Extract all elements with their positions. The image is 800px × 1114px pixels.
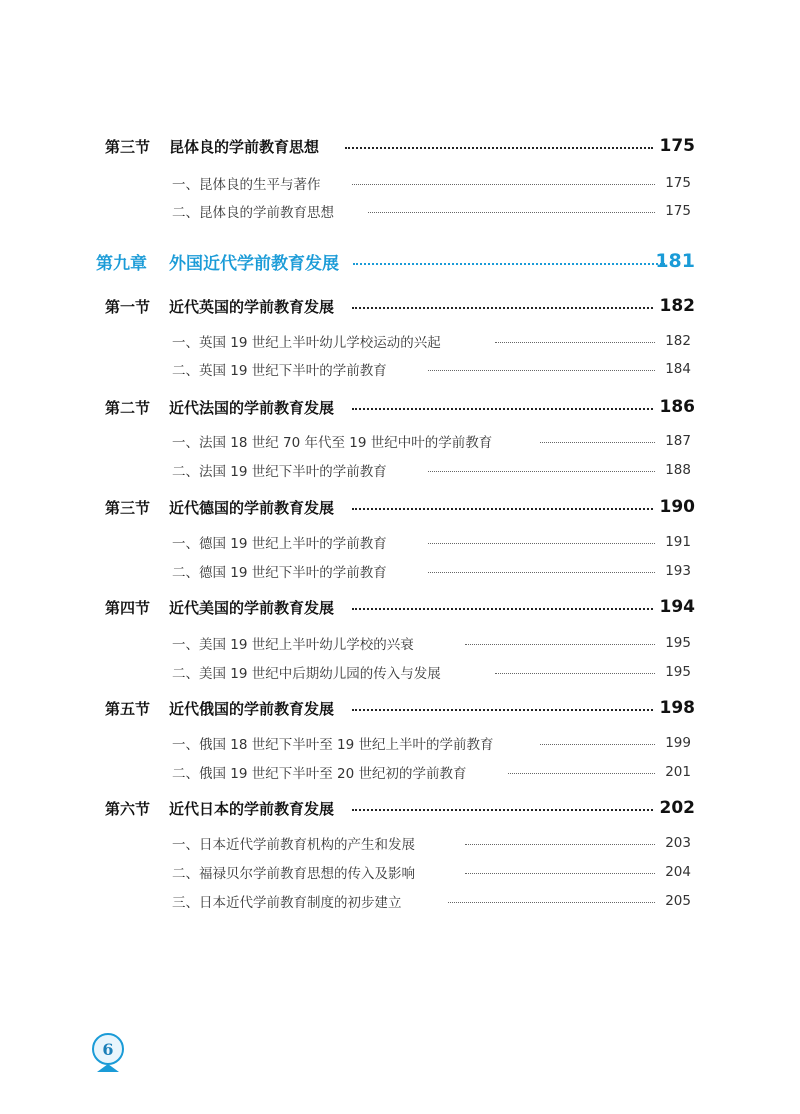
toc-chapter-row[interactable] <box>0 246 800 276</box>
page-number-marker-icon <box>97 1064 119 1072</box>
dot-leader <box>540 744 655 745</box>
dot-leader <box>352 408 653 410</box>
page-ref: 187 <box>665 433 691 449</box>
page-ref: 199 <box>665 735 691 751</box>
section-number: 第六节 <box>105 799 151 818</box>
item-title: 三、日本近代学前教育制度的初步建立 <box>172 895 402 911</box>
page-ref: 202 <box>659 798 695 818</box>
item-title: 二、美国 19 世纪中后期幼儿园的传入与发展 <box>172 666 441 682</box>
page-ref: 175 <box>659 136 695 156</box>
toc-item-row[interactable] <box>0 730 800 756</box>
toc-item-row[interactable] <box>0 170 800 196</box>
item-title: 一、俄国 18 世纪下半叶至 19 世纪上半叶的学前教育 <box>172 737 494 753</box>
section-number: 第五节 <box>105 699 151 718</box>
toc-item-row[interactable] <box>0 888 800 914</box>
toc-item-row[interactable] <box>0 659 800 685</box>
page-ref: 198 <box>659 698 695 718</box>
dot-leader <box>352 608 653 610</box>
page-ref: 193 <box>665 563 691 579</box>
section-number: 第一节 <box>105 297 151 316</box>
item-title: 一、德国 19 世纪上半叶的学前教育 <box>172 536 387 552</box>
page-ref: 205 <box>665 893 691 909</box>
item-title: 二、法国 19 世纪下半叶的学前教育 <box>172 464 387 480</box>
dot-leader <box>352 809 653 811</box>
page-ref: 188 <box>665 462 691 478</box>
toc-section-row[interactable] <box>0 392 800 422</box>
section-number: 第三节 <box>105 137 151 156</box>
section-title: 近代俄国的学前教育发展 <box>169 699 335 718</box>
item-title: 二、德国 19 世纪下半叶的学前教育 <box>172 565 387 581</box>
page-ref: 186 <box>659 397 695 417</box>
dot-leader <box>352 709 653 711</box>
toc-item-row[interactable] <box>0 759 800 785</box>
section-title: 昆体良的学前教育思想 <box>169 137 320 156</box>
dot-leader <box>368 212 655 213</box>
toc-item-row[interactable] <box>0 198 800 224</box>
dot-leader <box>465 873 655 874</box>
toc-section-row[interactable] <box>0 291 800 321</box>
dot-leader <box>428 471 655 472</box>
page-number-badge: 6 <box>92 1033 124 1065</box>
page-ref: 191 <box>665 534 691 550</box>
page-ref: 182 <box>665 333 691 349</box>
page-ref: 203 <box>665 835 691 851</box>
dot-leader <box>540 442 655 443</box>
chapter-title: 外国近代学前教育发展 <box>169 253 339 274</box>
page-ref: 204 <box>665 864 691 880</box>
section-title: 近代美国的学前教育发展 <box>169 598 335 617</box>
dot-leader <box>428 543 655 544</box>
item-title: 二、昆体良的学前教育思想 <box>172 205 334 221</box>
dot-leader <box>465 844 655 845</box>
toc-section-row[interactable] <box>0 793 800 823</box>
dot-leader <box>428 572 655 573</box>
section-title: 近代德国的学前教育发展 <box>169 498 335 517</box>
item-title: 一、日本近代学前教育机构的产生和发展 <box>172 837 415 853</box>
item-title: 一、美国 19 世纪上半叶幼儿学校的兴衰 <box>172 637 414 653</box>
page-ref: 195 <box>665 635 691 651</box>
toc-item-row[interactable] <box>0 356 800 382</box>
toc-section-row[interactable] <box>0 592 800 622</box>
dot-leader <box>352 184 655 185</box>
toc-item-row[interactable] <box>0 630 800 656</box>
toc-item-row[interactable] <box>0 859 800 885</box>
dot-leader <box>352 508 653 510</box>
section-number: 第二节 <box>105 398 151 417</box>
page-ref: 175 <box>665 203 691 219</box>
page-ref: 195 <box>665 664 691 680</box>
item-title: 二、福禄贝尔学前教育思想的传入及影响 <box>172 866 415 882</box>
page-ref: 190 <box>659 497 695 517</box>
toc-item-row[interactable] <box>0 558 800 584</box>
section-number: 第四节 <box>105 598 151 617</box>
section-title: 近代英国的学前教育发展 <box>169 297 335 316</box>
section-title: 近代日本的学前教育发展 <box>169 799 335 818</box>
page-ref: 181 <box>655 250 695 272</box>
toc-section-row[interactable] <box>0 492 800 522</box>
dot-leader <box>495 673 655 674</box>
page-ref: 175 <box>665 175 691 191</box>
dot-leader <box>428 370 655 371</box>
dot-leader <box>345 147 653 149</box>
page-ref: 201 <box>665 764 691 780</box>
toc-item-row[interactable] <box>0 529 800 555</box>
page-ref: 194 <box>659 597 695 617</box>
toc-item-row[interactable] <box>0 830 800 856</box>
toc-section-row[interactable] <box>0 693 800 723</box>
dot-leader <box>352 307 653 309</box>
item-title: 一、法国 18 世纪 70 年代至 19 世纪中叶的学前教育 <box>172 435 493 451</box>
dot-leader <box>495 342 655 343</box>
toc-item-row[interactable] <box>0 328 800 354</box>
item-title: 一、昆体良的生平与著作 <box>172 177 321 193</box>
dot-leader <box>508 773 655 774</box>
item-title: 二、俄国 19 世纪下半叶至 20 世纪初的学前教育 <box>172 766 467 782</box>
chapter-number: 第九章 <box>96 253 147 274</box>
toc-item-row[interactable] <box>0 457 800 483</box>
item-title: 二、英国 19 世纪下半叶的学前教育 <box>172 363 387 379</box>
dot-leader <box>448 902 655 903</box>
dot-leader <box>465 644 655 645</box>
toc-section-row[interactable] <box>0 131 800 161</box>
section-number: 第三节 <box>105 498 151 517</box>
item-title: 一、英国 19 世纪上半叶幼儿学校运动的兴起 <box>172 335 441 351</box>
page-ref: 184 <box>665 361 691 377</box>
section-title: 近代法国的学前教育发展 <box>169 398 335 417</box>
page-ref: 182 <box>659 296 695 316</box>
toc-item-row[interactable] <box>0 428 800 454</box>
dot-leader <box>353 263 665 265</box>
